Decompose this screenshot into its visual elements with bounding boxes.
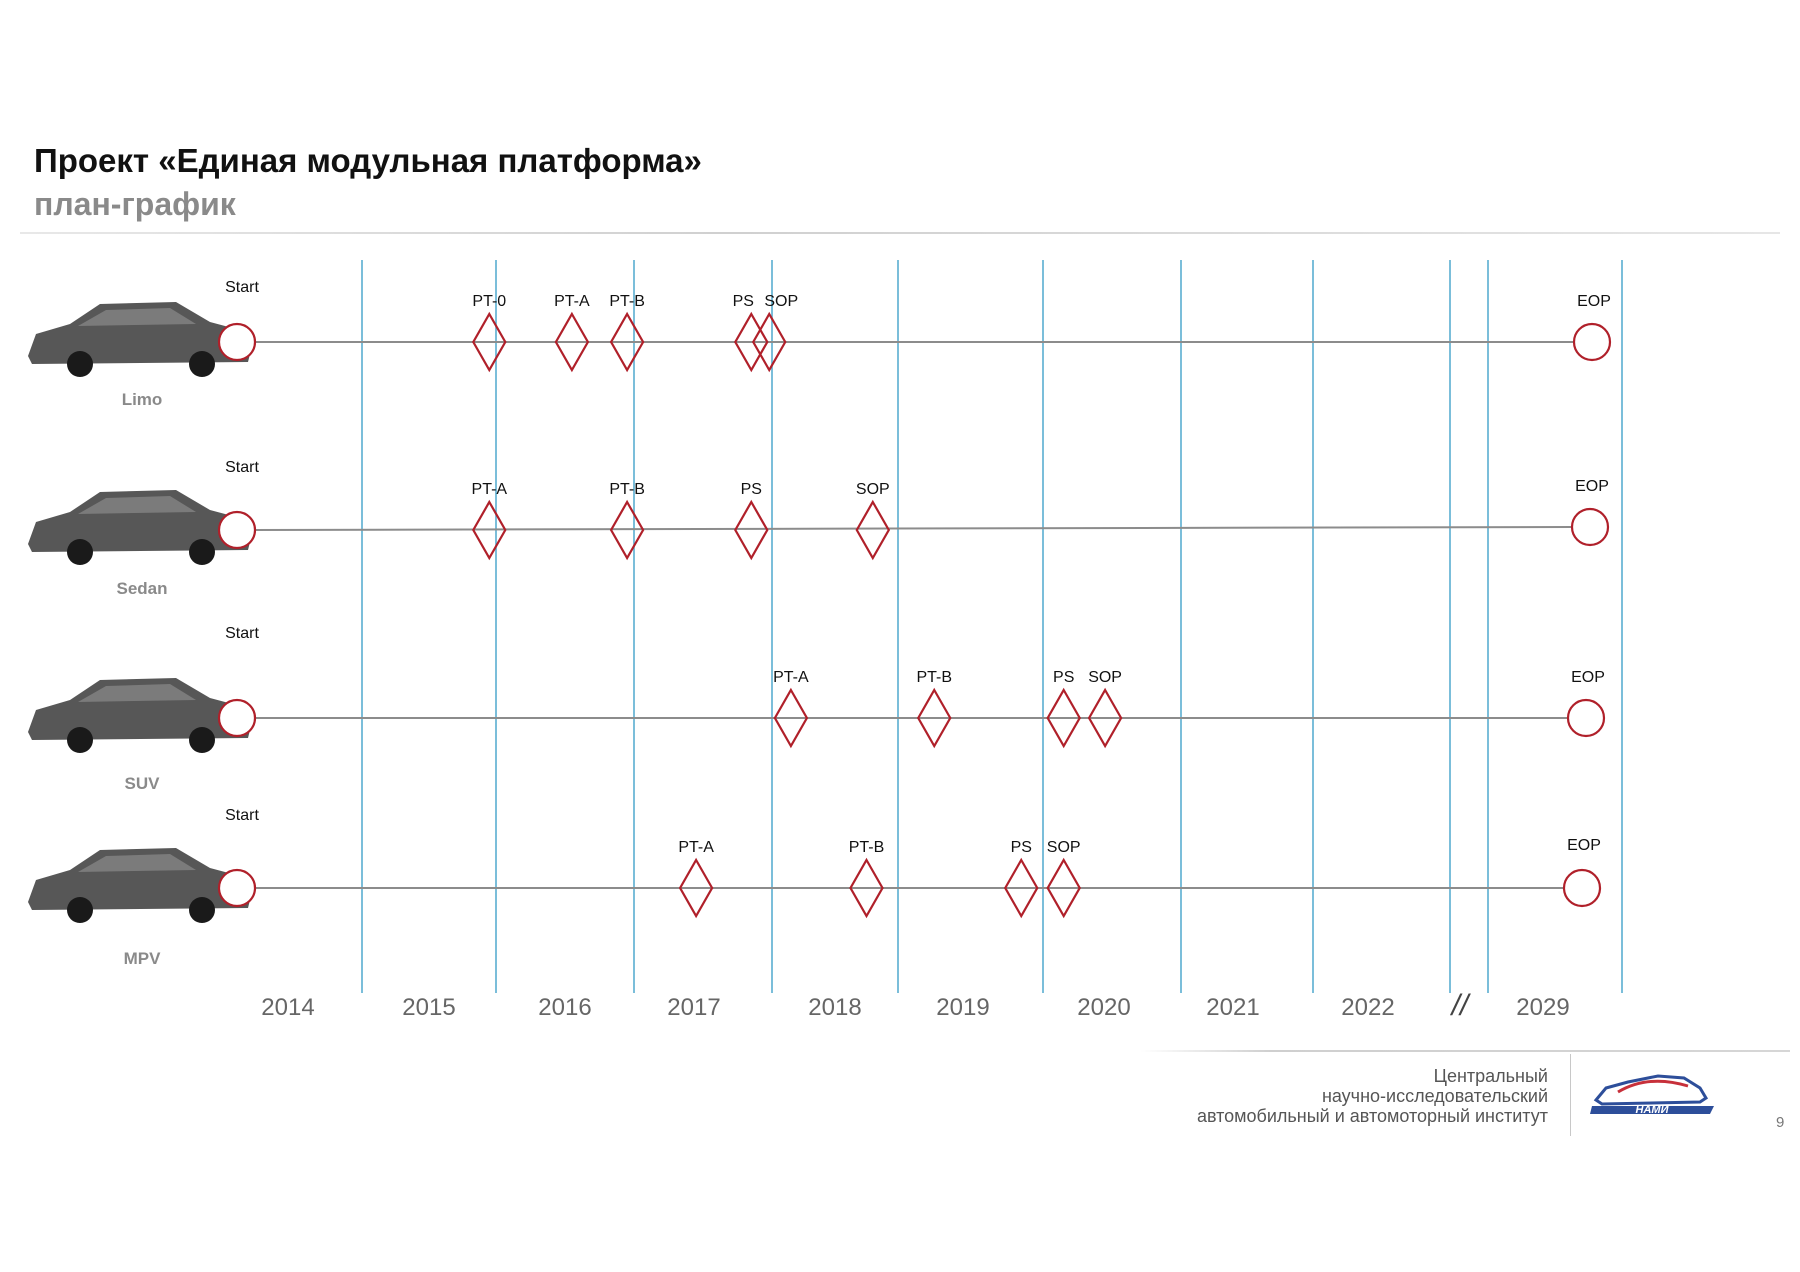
- milestone-diamond: [1089, 690, 1121, 746]
- year-label: 2017: [667, 994, 721, 1021]
- eop-marker: [1572, 509, 1608, 545]
- milestone-label: PS: [1053, 669, 1075, 686]
- milestone-label: PS: [1010, 839, 1032, 856]
- eop-marker: [1564, 870, 1600, 906]
- milestone-diamond: [1048, 690, 1080, 746]
- milestone-diamond: [680, 860, 712, 916]
- wheel-icon: [189, 897, 215, 923]
- vehicle-label: MPV: [123, 949, 161, 968]
- institute-line-1: Центральный: [1433, 1066, 1548, 1086]
- eop-label: EOP: [1577, 293, 1611, 310]
- milestone-diamond: [473, 314, 505, 370]
- milestone-diamond: [611, 502, 643, 558]
- start-marker: [219, 700, 255, 736]
- milestone-label: PT-A: [773, 669, 809, 686]
- start-label: Start: [225, 459, 259, 476]
- start-marker: [219, 512, 255, 548]
- page-subtitle: план-график: [34, 186, 236, 222]
- wheel-icon: [67, 897, 93, 923]
- eop-marker: [1574, 324, 1610, 360]
- wheel-icon: [189, 351, 215, 377]
- eop-label: EOP: [1567, 837, 1601, 854]
- milestone-label: SOP: [855, 481, 890, 498]
- milestone-label: SOP: [764, 293, 799, 310]
- nami-logo: [1588, 1062, 1718, 1124]
- eop-label: EOP: [1575, 478, 1609, 495]
- milestone-label: PT-B: [609, 293, 645, 310]
- year-label: 2014: [261, 994, 315, 1021]
- start-label: Start: [225, 807, 259, 824]
- milestone-label: PT-B: [848, 839, 885, 856]
- start-label: Start: [225, 625, 259, 642]
- milestone-diamond: [775, 690, 807, 746]
- milestone-label: PT-A: [678, 839, 714, 856]
- wheel-icon: [67, 351, 93, 377]
- milestone-label: PT-B: [916, 669, 953, 686]
- wheel-icon: [67, 539, 93, 565]
- year-label: 2018: [808, 994, 862, 1021]
- axis-break-symbol: //: [1451, 989, 1469, 1022]
- milestone-diamond: [1048, 860, 1080, 916]
- milestone-diamond: [473, 502, 505, 558]
- milestone-label: PT-A: [554, 293, 590, 310]
- wheel-icon: [189, 539, 215, 565]
- milestone-label: PT-0: [472, 293, 507, 310]
- milestone-diamond: [735, 502, 767, 558]
- eop-label: EOP: [1571, 669, 1605, 686]
- milestone-label: PT-A: [471, 481, 508, 498]
- milestone-label: SOP: [1088, 669, 1122, 686]
- milestone-diamond: [1005, 860, 1037, 916]
- footer-divider: [1140, 1050, 1790, 1052]
- vehicle-label: SUV: [124, 774, 160, 793]
- footer-separator: [1570, 1054, 1571, 1136]
- year-label: 2022: [1341, 994, 1395, 1021]
- year-label: 2016: [538, 994, 592, 1021]
- page-number: 9: [1776, 1114, 1785, 1131]
- milestone-diamond: [918, 690, 950, 746]
- institute-name: [1197, 1066, 1548, 1126]
- start-marker: [219, 870, 255, 906]
- year-label: 2019: [936, 994, 990, 1021]
- year-label: 2015: [402, 994, 456, 1021]
- milestone-label: SOP: [1046, 839, 1081, 856]
- institute-line-3: автомобильный и автомоторный институт: [1196, 1106, 1548, 1126]
- year-label: 2020: [1077, 994, 1131, 1021]
- year-label: 2021: [1206, 994, 1260, 1021]
- vehicle-label: Limo: [121, 390, 163, 409]
- milestone-label: PS: [740, 481, 762, 498]
- milestone-diamond: [556, 314, 588, 370]
- milestone-label: PT-B: [609, 481, 645, 498]
- institute-line-2: научно-исследовательский: [1321, 1086, 1548, 1106]
- milestone-label: PS: [732, 293, 754, 310]
- eop-marker: [1568, 700, 1604, 736]
- nami-logo-text: НАМИ: [1635, 1104, 1669, 1116]
- milestone-diamond: [857, 502, 889, 558]
- timeline-track: [254, 527, 1572, 530]
- wheel-icon: [189, 727, 215, 753]
- page-title: Проект «Единая модульная платформа»: [34, 142, 702, 179]
- start-label: Start: [225, 279, 259, 296]
- start-marker: [219, 324, 255, 360]
- wheel-icon: [67, 727, 93, 753]
- milestone-diamond: [611, 314, 643, 370]
- milestone-diamond: [851, 860, 883, 916]
- milestone-diamond: [753, 314, 785, 370]
- vehicle-label: Sedan: [116, 579, 168, 598]
- year-label: 2029: [1516, 994, 1570, 1021]
